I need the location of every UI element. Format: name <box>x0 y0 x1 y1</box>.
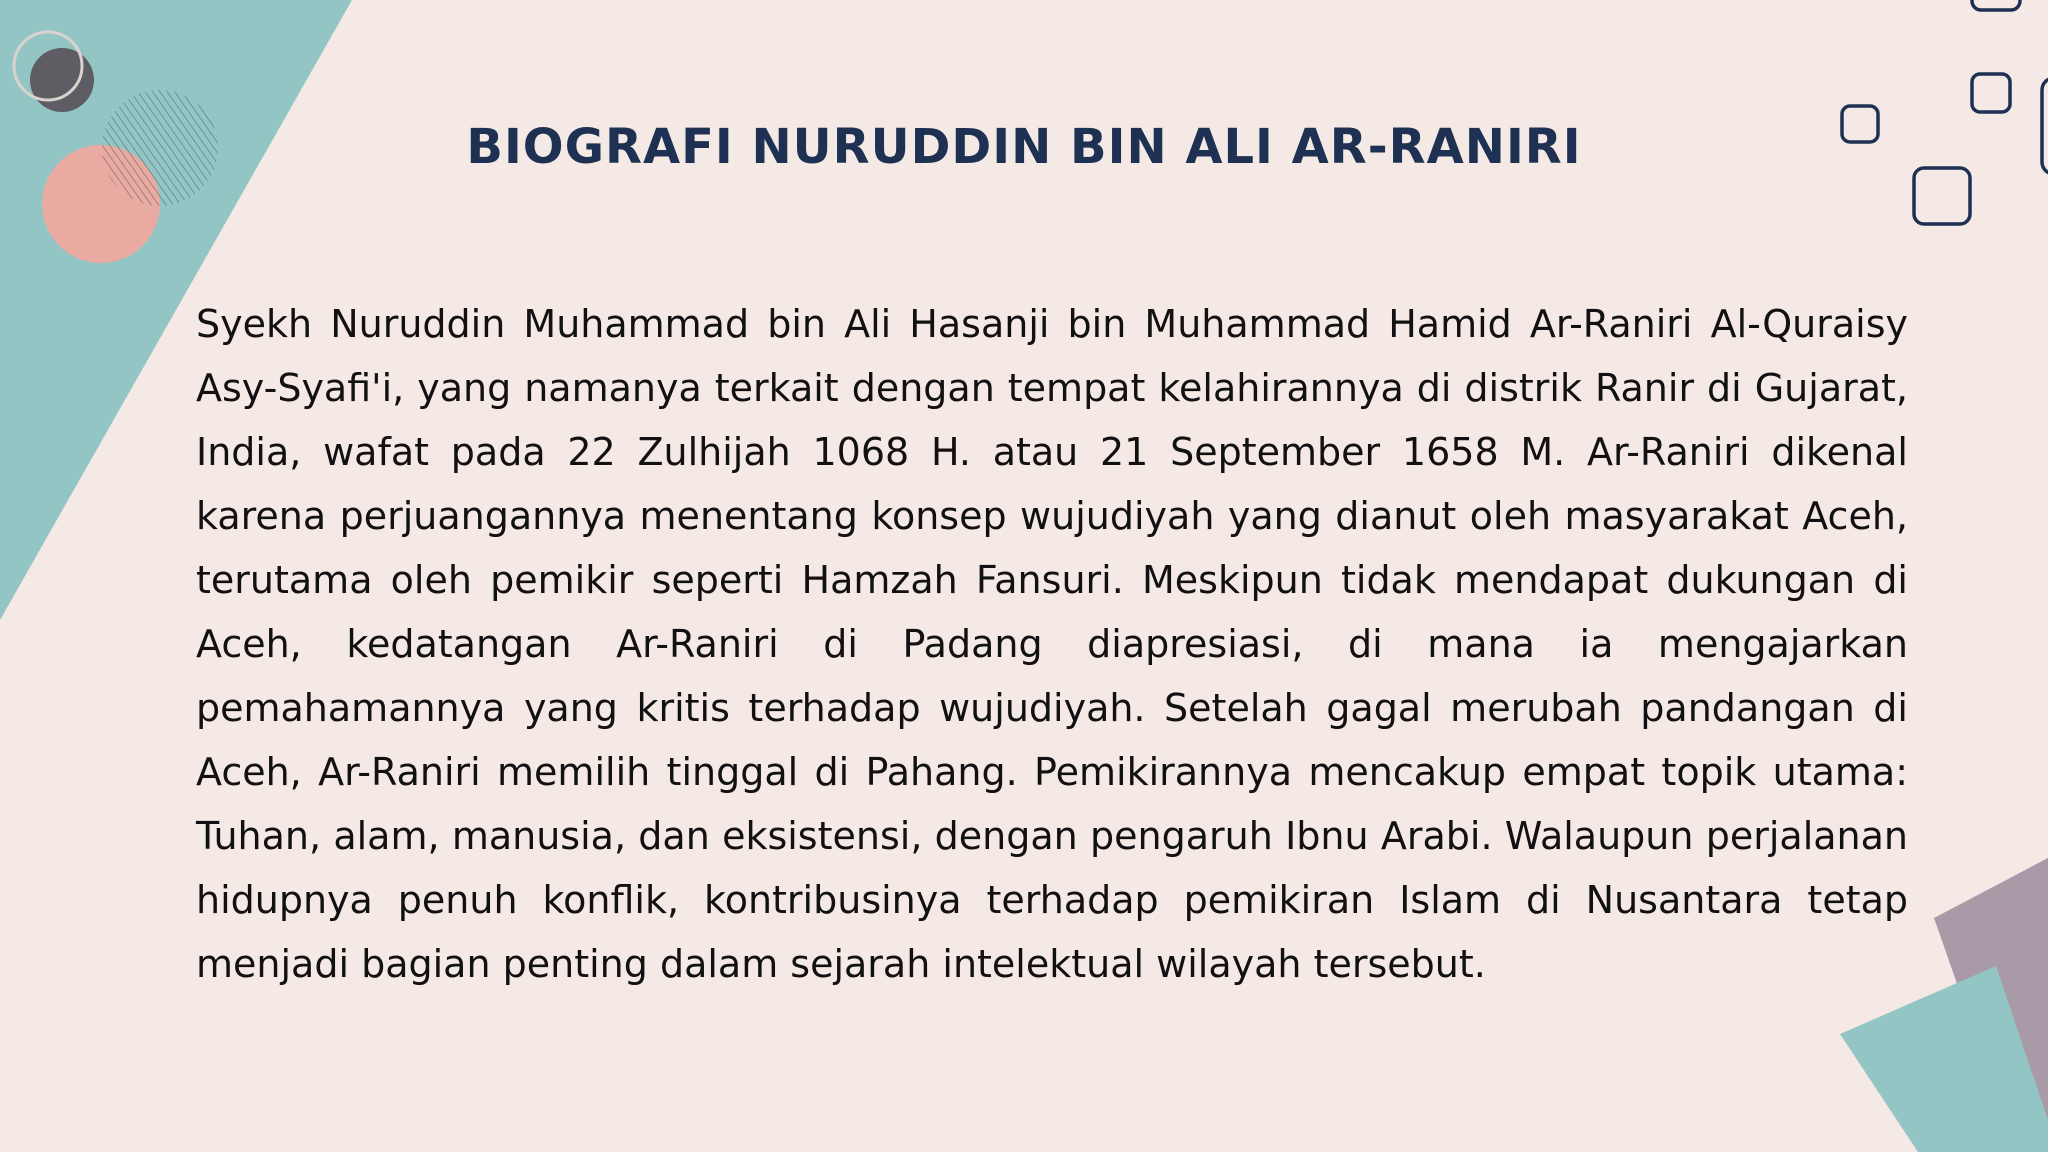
outline-square-2 <box>1972 74 2010 112</box>
page-title: BIOGRAFI NURUDDIN BIN ALI AR-RANIRI <box>466 119 1582 175</box>
outline-square-4 <box>1972 0 2020 10</box>
biography-paragraph: Syekh Nuruddin Muhammad bin Ali Hasanji bin Muhammad Hamid Ar-Raniri Al-Quraisy Asy-Syafi'i, yang namanya terkait dengan tempat kelahirannya di distrik Ranir di Gujarat, India, wafat pada 22 Zulhijah 1068 H. atau 21 September 1658 M. Ar-Raniri dikenal karena perjuangannya menentang konsep wujudiyah yang dianut oleh masyarakat Aceh, terutama oleh pemikir seperti Hamzah Fansuri. Meskipun tidak mendapat dukungan di Aceh, kedatangan Ar-Raniri di Padang diapresiasi, di mana ia mengajarkan pemahamannya yang kritis terhadap wujudiyah. Setelah gagal merubah pandangan di Aceh, Ar-Raniri memilih tinggal di Pahang. Pemikirannya mencakup empat topik utama: Tuhan, alam, manusia, dan eksistensi, dengan pengaruh Ibnu Arabi. Walaupun perjalanan hidupnya penuh konflik, kontribusinya terhadap pemikiran Islam di Nusantara tetap menjadi bagian penting dalam sejarah intelektual wilayah tersebut. <box>196 302 1908 986</box>
grey-circle <box>30 48 94 112</box>
